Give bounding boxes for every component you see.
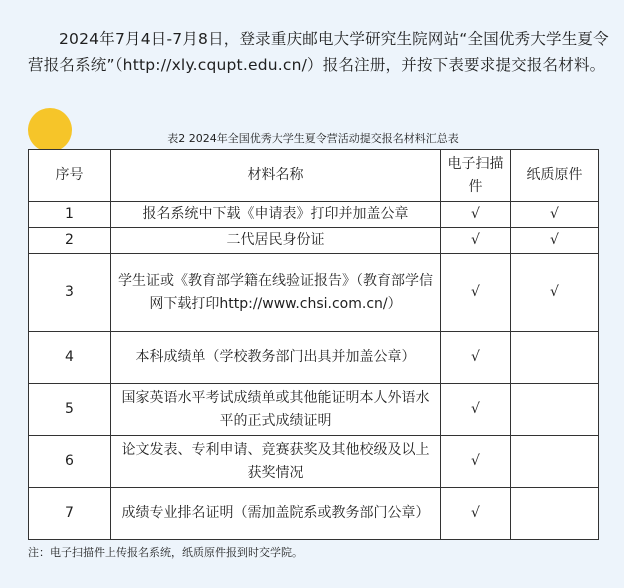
materials-table: [28, 149, 599, 540]
row-scan-check: √: [441, 332, 511, 384]
table-footnote: 注：电子扫描件上传报名系统，纸质原件报到时交学院。: [28, 546, 303, 559]
table-row: [29, 254, 599, 332]
row-scan-check: √: [441, 488, 511, 540]
table-row: [29, 228, 599, 254]
row-index: 5: [29, 384, 111, 436]
row-index: 1: [29, 202, 111, 228]
row-paper-check: √: [511, 202, 599, 228]
row-index: 4: [29, 332, 111, 384]
row-name: 二代居民身份证: [111, 228, 441, 254]
row-scan-check: √: [441, 254, 511, 332]
row-scan-check: √: [441, 436, 511, 488]
header-name: 材料名称: [111, 150, 441, 202]
row-index: 7: [29, 488, 111, 540]
row-paper-check: [511, 384, 599, 436]
header-scan: 电子扫描件: [441, 150, 511, 202]
table-row: [29, 488, 599, 540]
row-name: 本科成绩单（学校教务部门出具并加盖公章）: [111, 332, 441, 384]
row-index: 3: [29, 254, 111, 332]
header-paper: 纸质原件: [511, 150, 599, 202]
table-row: [29, 436, 599, 488]
row-scan-check: √: [441, 202, 511, 228]
intro-paragraph: 2024年7月4日-7月8日，登录重庆邮电大学研究生院网站“全国优秀大学生夏令营报名系统”（http://xly.cqupt.edu.cn/）报名注册，并按下表要求提交报名材料。: [28, 30, 609, 74]
row-paper-check: [511, 436, 599, 488]
header-index: 序号: [29, 150, 111, 202]
table-row: [29, 384, 599, 436]
row-index: 2: [29, 228, 111, 254]
row-name: 报名系统中下载《申请表》打印并加盖公章: [111, 202, 441, 228]
row-scan-check: √: [441, 384, 511, 436]
table-row: [29, 202, 599, 228]
row-name: 成绩专业排名证明（需加盖院系或教务部门公章）: [111, 488, 441, 540]
row-paper-check: √: [511, 228, 599, 254]
row-paper-check: [511, 488, 599, 540]
row-name: 国家英语水平考试成绩单或其他能证明本人外语水平的正式成绩证明: [111, 384, 441, 436]
row-name: 学生证或《教育部学籍在线验证报告》（教育部学信网下载打印http://www.chsi.com.cn/）: [111, 254, 441, 332]
row-paper-check: [511, 332, 599, 384]
row-scan-check: √: [441, 228, 511, 254]
table-caption: 表2 2024年全国优秀大学生夏令营活动提交报名材料汇总表: [167, 132, 459, 145]
row-name: 论文发表、专利申请、竞赛获奖及其他校级及以上获奖情况: [111, 436, 441, 488]
table-row: [29, 332, 599, 384]
table-header-row: [29, 150, 599, 202]
row-paper-check: √: [511, 254, 599, 332]
row-index: 6: [29, 436, 111, 488]
